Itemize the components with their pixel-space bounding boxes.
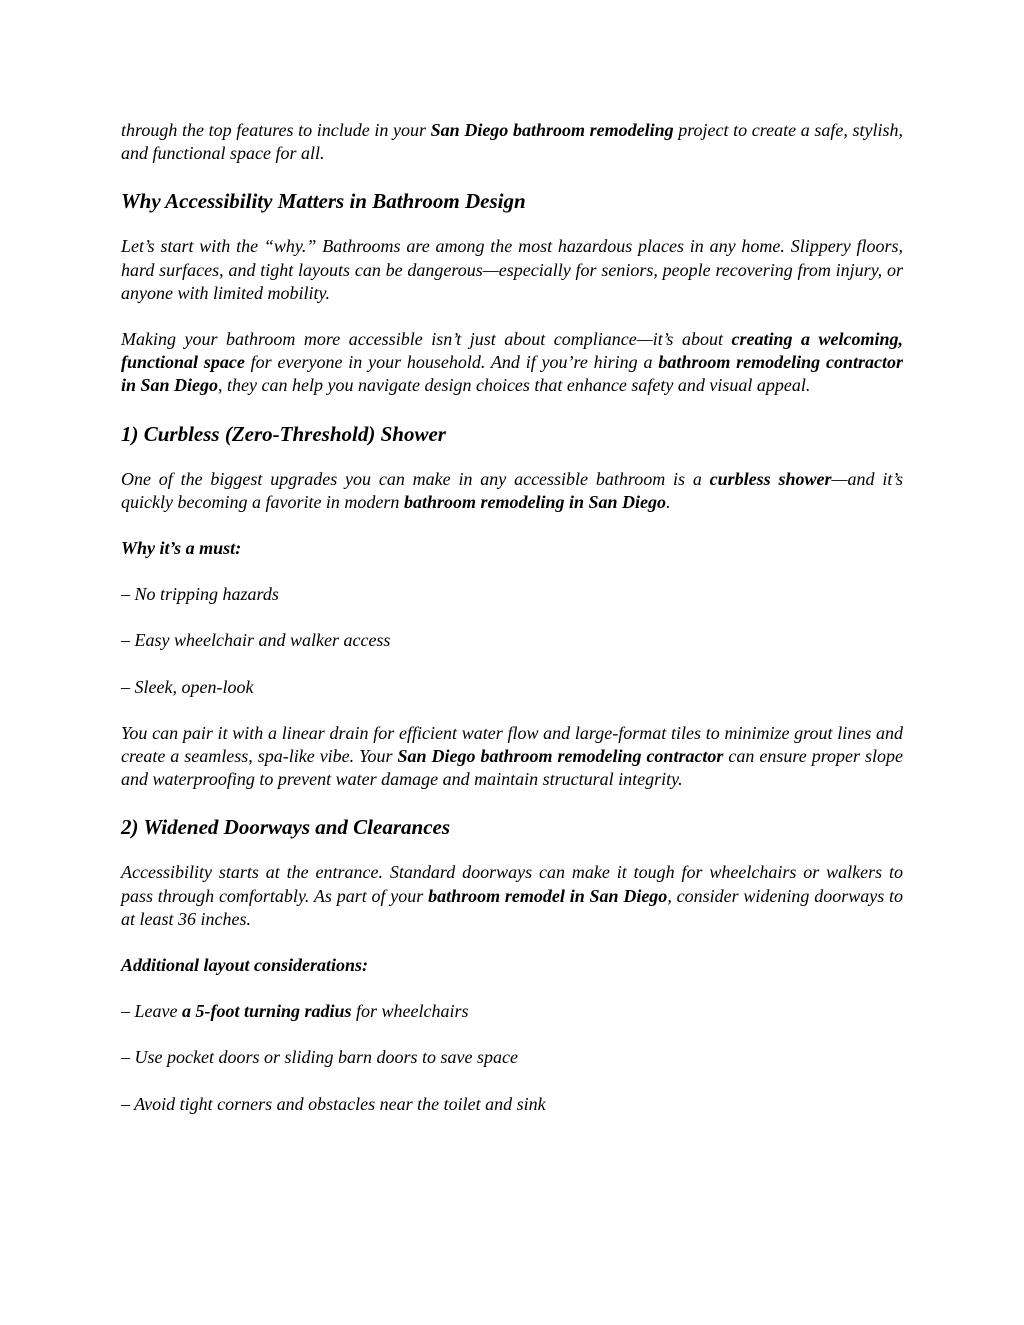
list-item: – No tripping hazards	[121, 584, 279, 605]
list-item: – Use pocket doors or sliding barn doors to save space	[121, 1047, 518, 1068]
keyword-link: San Diego bathroom remodeling	[430, 120, 674, 140]
body-paragraph: Accessibility starts at the entrance. Standard doorways can make it tough for wheelchairs or walkers to pass through comfortably. As part of your bathroom remodel in San Diego, consider widening doorways to at least 36 inches.	[121, 862, 903, 929]
section-heading: Why Accessibility Matters in Bathroom Design	[121, 189, 526, 214]
subheading: Why it’s a must:	[121, 538, 242, 559]
emphasis-text: creating a welcoming, functional space	[121, 329, 903, 373]
section-heading: 2) Widened Doorways and Clearances	[121, 815, 451, 840]
intro-paragraph: through the top features to include in your San Diego bathroom remodeling project to create a safe, stylish, and functional space for all.	[121, 120, 903, 164]
emphasis-text: bathroom remodel in San Diego	[428, 885, 668, 906]
list-item: – Easy wheelchair and walker access	[121, 630, 391, 651]
list-item: – Sleek, open-look	[121, 676, 254, 697]
list-item: – Leave a 5-foot turning radius for wheelchairs	[121, 1001, 469, 1022]
body-paragraph: Let’s start with the “why.” Bathrooms are among the most hazardous places in any home. Slippery floors, hard surfaces, and tight layouts can be dangerous—especially for seniors, people recovering from injury, or anyone with limited mobility.	[121, 236, 903, 303]
subheading: Additional layout considerations:	[121, 955, 369, 976]
emphasis-text: San Diego bathroom remodeling contractor	[397, 746, 724, 767]
emphasis-text: curbless shower	[709, 468, 832, 489]
section-heading: 1) Curbless (Zero-Threshold) Shower	[121, 421, 446, 446]
body-paragraph: You can pair it with a linear drain for efficient water flow and large-format tiles to minimize grout lines and create a seamless, spa-like vibe. Your San Diego bathroom remodeling contractor can ensure proper slope and waterproofing to prevent water damage and maintain structural integrity.	[121, 722, 904, 790]
emphasis-text: a 5-foot turning radius	[181, 1001, 352, 1022]
emphasis-text: bathroom remodeling contractor in San Diego	[121, 352, 903, 396]
emphasis-text: bathroom remodeling in San Diego	[403, 491, 666, 512]
body-paragraph: One of the biggest upgrades you can make in any accessible bathroom is a curbless shower—and it’s quickly becoming a favorite in modern bathroom remodeling in San Diego.	[121, 468, 904, 512]
list-item: – Avoid tight corners and obstacles near the toilet and sink	[121, 1093, 546, 1114]
body-paragraph: Making your bathroom more accessible isn’t just about compliance—it’s about creating a welcoming, functional space for everyone in your household. And if you’re hiring a bathroom remodeling contractor in San Diego, they can help you navigate design choices that enhance safety and visual appeal.	[121, 329, 903, 396]
document-page	[121, 119, 903, 1139]
